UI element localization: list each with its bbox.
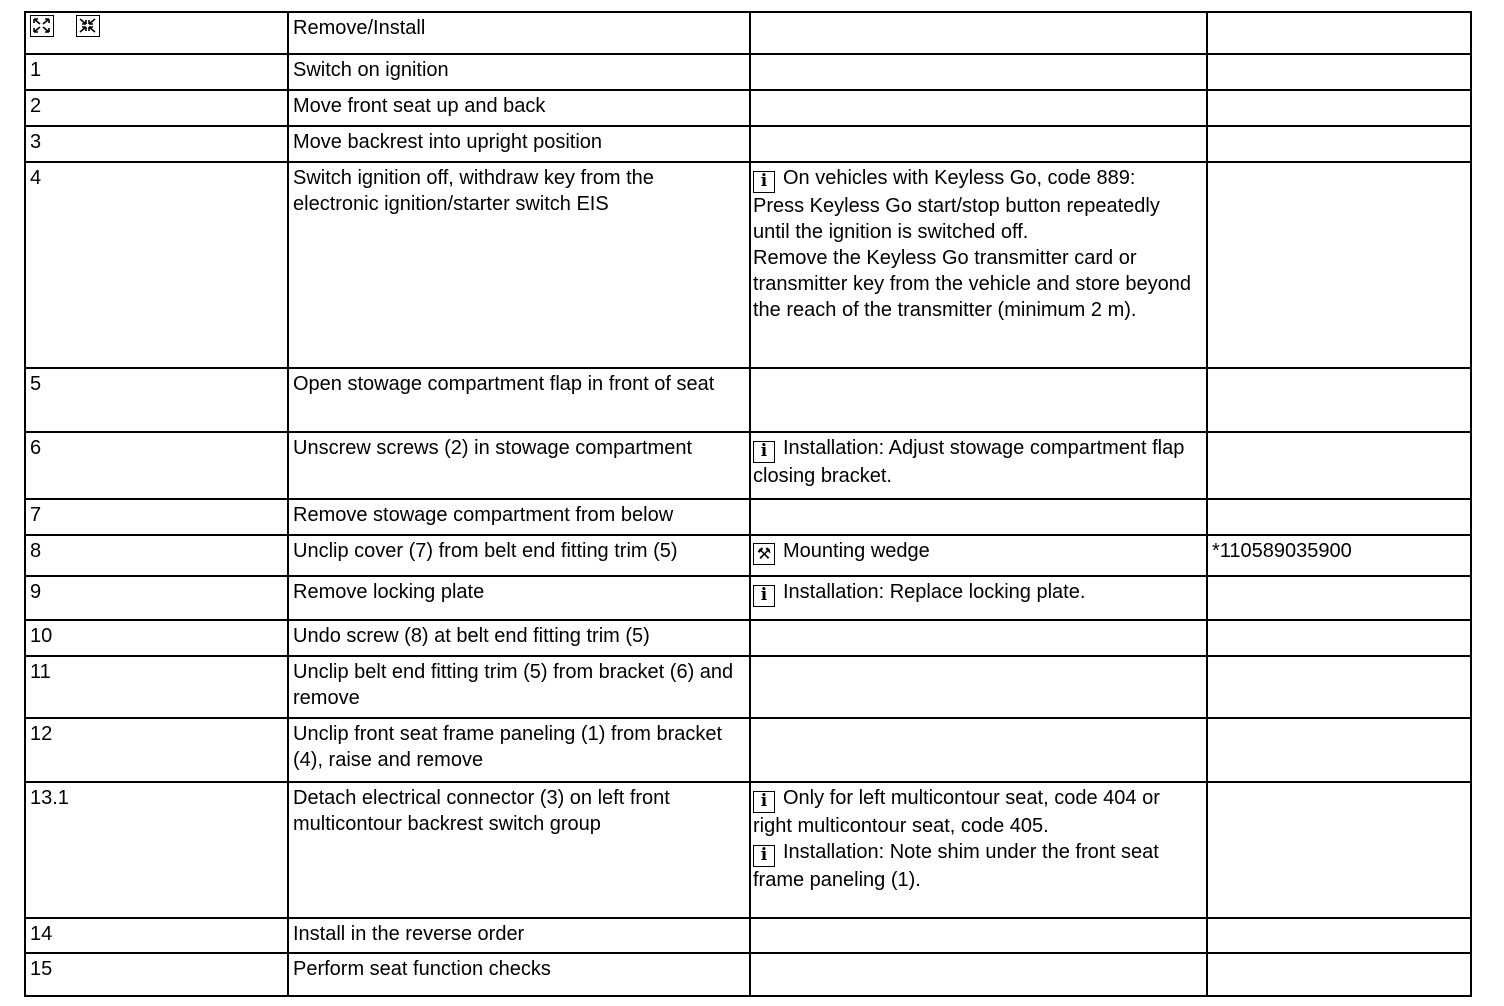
step-action: Install in the reverse order (288, 918, 750, 953)
note-text: Press Keyless Go start/stop button repeatedly until the ignition is switched off. (753, 195, 1160, 243)
step-part (1207, 499, 1471, 535)
tool-icon: ⚒ (753, 543, 775, 565)
step-action: Switch on ignition (288, 54, 750, 90)
info-icon: i (753, 791, 775, 813)
step-part (1207, 432, 1471, 499)
step-part (1207, 90, 1471, 126)
note-text: Only for left multicontour seat, code 404 or right multicontour seat, code 405. (753, 787, 1160, 837)
note-text: Installation: Replace locking plate. (783, 581, 1086, 603)
procedure-table (24, 11, 1472, 997)
note-text: Installation: Adjust stowage compartment flap closing bracket. (753, 437, 1185, 487)
step-note (750, 90, 1207, 126)
step-number: 3 (25, 126, 288, 162)
step-note (750, 918, 1207, 953)
step-note (750, 368, 1207, 432)
step-action: Unclip front seat frame paneling (1) from bracket (4), raise and remove (288, 718, 750, 782)
step-note (750, 126, 1207, 162)
info-icon: i (753, 845, 775, 867)
note-text: Installation: Note shim under the front seat frame paneling (1). (753, 841, 1159, 891)
table-row (25, 953, 1471, 996)
table-row (25, 126, 1471, 162)
step-number: 4 (25, 162, 288, 368)
header-title: Remove/Install (288, 12, 750, 54)
step-part (1207, 162, 1471, 368)
step-action: Unclip belt end fitting trim (5) from bracket (6) and remove (288, 656, 750, 718)
table-row (25, 368, 1471, 432)
step-part (1207, 718, 1471, 782)
step-number: 14 (25, 918, 288, 953)
step-action: Unscrew screws (2) in stowage compartment (288, 432, 750, 499)
table-row (25, 620, 1471, 656)
part-number: *110589035900 (1207, 535, 1471, 576)
table-row (25, 432, 1471, 499)
step-part (1207, 126, 1471, 162)
step-action: Open stowage compartment flap in front of seat (288, 368, 750, 432)
step-number: 9 (25, 576, 288, 620)
step-number: 1 (25, 54, 288, 90)
table-row (25, 718, 1471, 782)
note-line (753, 165, 1202, 193)
info-icon: i (753, 171, 775, 193)
step-number: 2 (25, 90, 288, 126)
collapse-icon[interactable] (76, 15, 100, 37)
step-action: Remove locking plate (288, 576, 750, 620)
step-part (1207, 368, 1471, 432)
step-number: 6 (25, 432, 288, 499)
step-note (750, 620, 1207, 656)
step-number: 11 (25, 656, 288, 718)
header-note-cell (750, 12, 1207, 54)
step-note (750, 576, 1207, 620)
table-row (25, 499, 1471, 535)
step-note (750, 718, 1207, 782)
header-row (25, 12, 1471, 54)
step-part (1207, 918, 1471, 953)
step-number: 13.1 (25, 782, 288, 918)
step-note (750, 535, 1207, 576)
step-part (1207, 656, 1471, 718)
table-row (25, 90, 1471, 126)
note-line (753, 785, 1202, 839)
note-text: Remove the Keyless Go transmitter card or transmitter key from the vehicle and store beyond the reach of the transmitter (minimum 2 m). (753, 247, 1191, 321)
table-row (25, 162, 1471, 368)
step-part (1207, 953, 1471, 996)
step-number: 15 (25, 953, 288, 996)
table-row (25, 535, 1471, 576)
step-number: 10 (25, 620, 288, 656)
step-note (750, 499, 1207, 535)
step-action: Remove stowage compartment from below (288, 499, 750, 535)
step-action: Unclip cover (7) from belt end fitting trim (5) (288, 535, 750, 576)
step-action: Detach electrical connector (3) on left front multicontour backrest switch group (288, 782, 750, 918)
step-number: 7 (25, 499, 288, 535)
table-row (25, 782, 1471, 918)
step-note (750, 782, 1207, 918)
expand-icon[interactable] (30, 15, 54, 37)
step-note (750, 432, 1207, 499)
step-action: Switch ignition off, withdraw key from the electronic ignition/starter switch EIS (288, 162, 750, 368)
step-number: 5 (25, 368, 288, 432)
step-action: Perform seat function checks (288, 953, 750, 996)
step-part (1207, 576, 1471, 620)
step-number: 8 (25, 535, 288, 576)
step-note (750, 656, 1207, 718)
header-part-cell (1207, 12, 1471, 54)
note-text: Mounting wedge (783, 540, 930, 562)
header-icons-cell (25, 12, 288, 54)
note-line (753, 839, 1202, 893)
step-action: Move backrest into upright position (288, 126, 750, 162)
table-row (25, 54, 1471, 90)
info-icon: i (753, 441, 775, 463)
table-row (25, 576, 1471, 620)
step-note (750, 162, 1207, 368)
step-action: Move front seat up and back (288, 90, 750, 126)
step-part (1207, 54, 1471, 90)
step-part (1207, 782, 1471, 918)
step-action: Undo screw (8) at belt end fitting trim (5) (288, 620, 750, 656)
step-part (1207, 620, 1471, 656)
table-row (25, 656, 1471, 718)
step-note (750, 54, 1207, 90)
info-icon: i (753, 585, 775, 607)
step-number: 12 (25, 718, 288, 782)
table-row (25, 918, 1471, 953)
step-note (750, 953, 1207, 996)
note-text: On vehicles with Keyless Go, code 889: (783, 167, 1136, 189)
